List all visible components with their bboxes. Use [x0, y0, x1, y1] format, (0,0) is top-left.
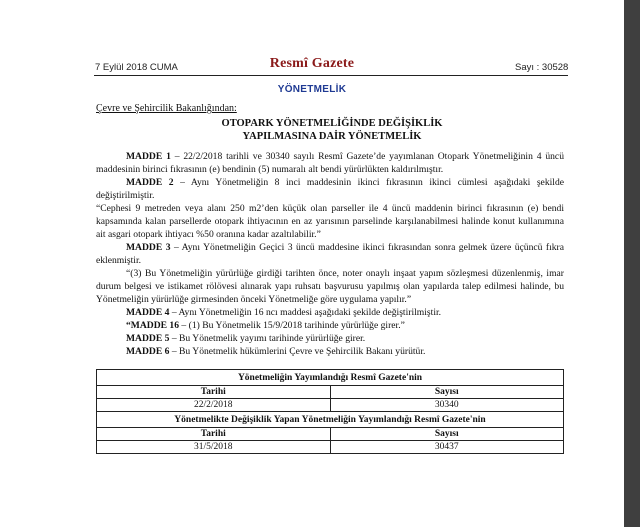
table-heading-amendment: Yönetmelikte Değişiklik Yapan Yönetmeliğin Yayımlandığı Resmî Gazete'nin: [97, 412, 564, 428]
table-cell-date: 31/5/2018: [97, 441, 331, 454]
regulation-title-line2: YAPILMASINA DAİR YÖNETMELİK: [242, 131, 422, 142]
table-cell-date: 22/2/2018: [97, 399, 331, 412]
article-6-label: MADDE 6: [126, 346, 170, 357]
table-col-issue: Sayısı: [330, 428, 564, 441]
regulation-body: [96, 150, 564, 358]
article-16-label: “MADDE 16: [126, 320, 180, 331]
article-5-label: MADDE 5: [126, 333, 170, 344]
article-3-label: MADDE 3: [126, 242, 171, 253]
issue-date: 7 Eylül 2018 CUMA: [95, 62, 178, 73]
article-3: [96, 241, 564, 267]
article-3-quote: “(3) Bu Yönetmeliğin yürürlüğe girdiği tarihten önce, noter onaylı inşaat yapım sözleşmesi düzenlenmiş, imar durum belgesi ve istikamet rölövesi alınarak yapı ruhsatı başvurusu yapılmış olan yapılarda talep edilmesi halinde, bu Yönetmeliğin yürürlüğe girmesinden önceki Yönetmeliğe göre uygulama yapılır.”: [96, 268, 564, 305]
article-3-text: – Aynı Yönetmeliğin Geçici 3 üncü maddesine ikinci fıkrasından sonra gelmek üzere üçüncü fıkra eklenmiştir.: [96, 242, 564, 266]
article-2-quote: “Cephesi 9 metreden veya alanı 250 m2’den küçük olan parseller ile 4 üncü maddenin birinci fıkrasının (e) bendi kapsamında kalan parsellerde otopark ihtiyacının en az yarısının parselinde karşılanabilmesi halinde konut kullanımına ait asgari otopark ihtiyacı %50 oranına kadar azaltılabilir.”: [96, 203, 564, 240]
article-5: [96, 332, 564, 345]
issue-number: Sayı : 30528: [515, 62, 569, 73]
regulation-title-line1: OTOPARK YÖNETMELİĞİNDE DEĞİŞİKLİK: [221, 118, 443, 129]
section-heading: YÖNETMELİK: [277, 84, 347, 95]
table-row: [97, 370, 564, 386]
article-6-text: – Bu Yönetmelik hükümlerini Çevre ve Şehircilik Bakanı yürütür.: [169, 346, 426, 357]
article-1: [96, 150, 564, 176]
article-4-label: MADDE 4: [126, 307, 170, 318]
table-row: [97, 412, 564, 428]
article-1-label: MADDE 1: [126, 151, 171, 162]
table-col-issue: Sayısı: [330, 386, 564, 399]
header-divider: [94, 75, 568, 76]
article-16-quote: [96, 319, 564, 332]
ministry-name: Çevre ve Şehircilik Bakanlığından:: [96, 103, 237, 114]
table-col-date: Tarihi: [97, 386, 331, 399]
gazette-title: Resmî Gazete: [269, 56, 355, 71]
article-5-text: – Bu Yönetmelik yayımı tarihinde yürürlüğe girer.: [169, 333, 366, 344]
table-heading-original: Yönetmeliğin Yayımlandığı Resmî Gazete'nin: [97, 370, 564, 386]
table-row: [97, 399, 564, 412]
table-cell-issue: 30340: [330, 399, 564, 412]
article-4-text: – Aynı Yönetmeliğin 16 ncı maddesi aşağıdaki şekilde değiştirilmiştir.: [169, 307, 442, 318]
table-col-date: Tarihi: [97, 428, 331, 441]
article-2: [96, 176, 564, 202]
article-4: [96, 306, 564, 319]
table-row: [97, 428, 564, 441]
article-16-text: – (1) Bu Yönetmelik 15/9/2018 tarihinde yürürlüğe girer.”: [179, 320, 405, 331]
article-6: [96, 345, 564, 358]
table-row: [97, 441, 564, 454]
table-row: [97, 386, 564, 399]
article-1-text: – 22/2/2018 tarihli ve 30340 sayılı Resmî Gazete’de yayımlanan Otopark Yönetmeliğinin 4 üncü maddesinin birinci fıkrasının (e) bendinin (5) numaralı alt bendi yürürlükten kaldırılmıştır.: [96, 151, 564, 175]
article-2-label: MADDE 2: [126, 177, 174, 188]
publication-info-table: [96, 369, 564, 454]
table-cell-issue: 30437: [330, 441, 564, 454]
article-2-text: – Aynı Yönetmeliğin 8 inci maddesinin ikinci fıkrasının ikinci cümlesi aşağıdaki şekilde değiştirilmiştir.: [96, 177, 564, 201]
